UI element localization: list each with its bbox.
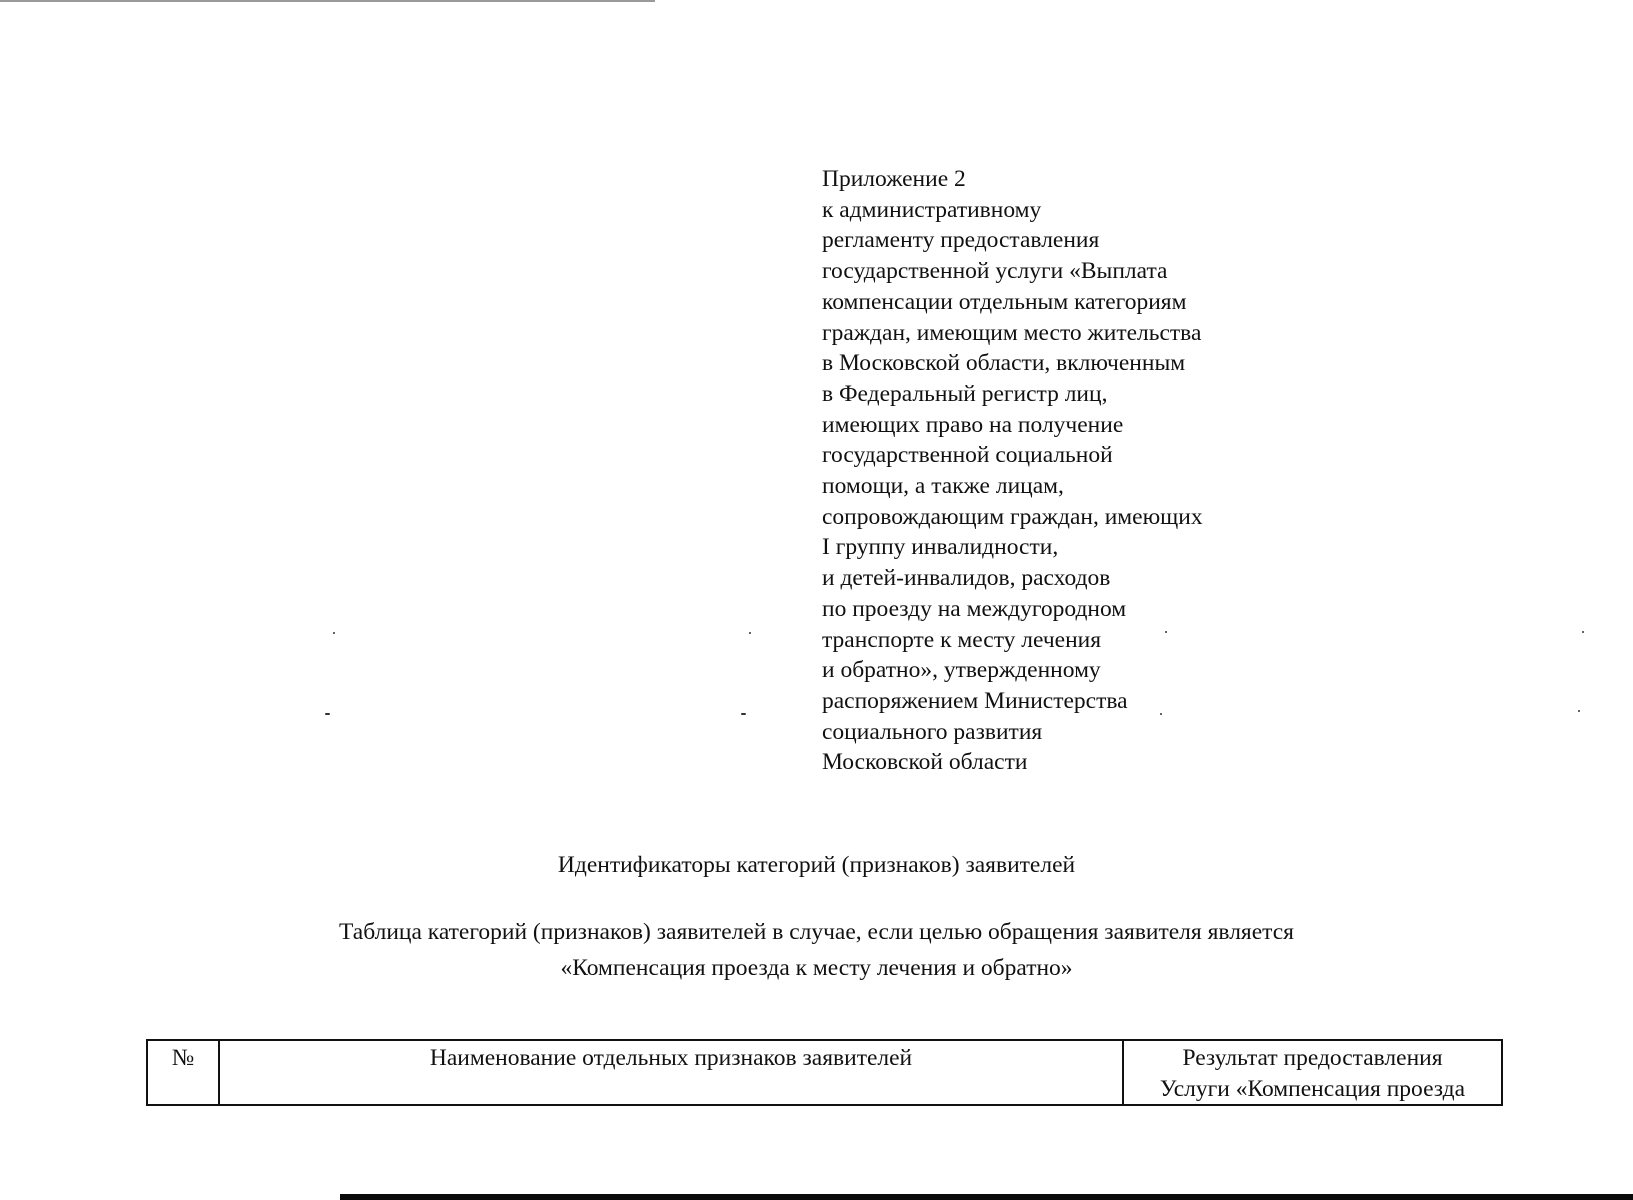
appendix-line: регламенту предоставления (822, 227, 1100, 254)
appendix-line: в Федеральный регистр лиц, (822, 380, 1108, 407)
appendix-line: помощи, а также лицам, (822, 473, 1064, 500)
appendix-line: сопровождающим граждан, имеющих (822, 503, 1203, 530)
header-result-line-1: Результат предоставления (1182, 1045, 1443, 1071)
appendix-line: Московской области (822, 749, 1028, 776)
scan-speck (1578, 710, 1580, 712)
appendix-line: к административному (822, 196, 1042, 223)
appendix-line: государственной услуги «Выплата (822, 258, 1168, 285)
header-name: Наименование отдельных признаков заявителей (219, 1040, 1123, 1105)
appendix-line: граждан, имеющим место жительства (822, 319, 1202, 346)
appendix-line: I группу инвалидности, (822, 534, 1059, 561)
table-caption-line-1: Таблица категорий (признаков) заявителей в случае, если целью обращения заявителя является (339, 919, 1294, 945)
header-number: № (147, 1040, 219, 1105)
header-result (1123, 1040, 1502, 1105)
appendix-line: и обратно», утвержденному (822, 657, 1101, 684)
scan-speck (749, 632, 751, 634)
table-header-row (147, 1040, 1502, 1105)
scan-speck (1582, 631, 1584, 633)
scan-speck (333, 632, 335, 634)
appendix-line: в Московской области, включенным (822, 350, 1186, 377)
appendix-block (822, 164, 1203, 778)
scan-edge-bottom (340, 1194, 1633, 1200)
appendix-line: и детей-инвалидов, расходов (822, 565, 1111, 592)
appendix-line: социального развития (822, 718, 1043, 745)
appendix-line: Приложение 2 (822, 166, 966, 192)
appendix-line: по проезду на междугородном (822, 595, 1127, 622)
appendix-line: распоряжением Министерства (822, 687, 1128, 714)
scan-edge-top (0, 0, 655, 2)
appendix-line: транспорте к месту лечения (822, 626, 1102, 653)
categories-table (146, 1039, 1503, 1106)
section-title: Идентификаторы категорий (признаков) заявителей (557, 852, 1076, 878)
appendix-line: имеющих право на получение (822, 411, 1124, 438)
scan-speck (325, 713, 330, 715)
appendix-line: компенсации отдельным категориям (822, 288, 1187, 315)
scan-speck (1165, 631, 1167, 633)
scan-speck (1160, 713, 1162, 715)
scan-speck (741, 713, 746, 715)
header-result-line-2: Услуги «Компенсация проезда (1159, 1075, 1466, 1102)
table-caption-line-2: «Компенсация проезда к месту лечения и обратно» (560, 955, 1073, 981)
appendix-line: государственной социальной (822, 442, 1113, 469)
